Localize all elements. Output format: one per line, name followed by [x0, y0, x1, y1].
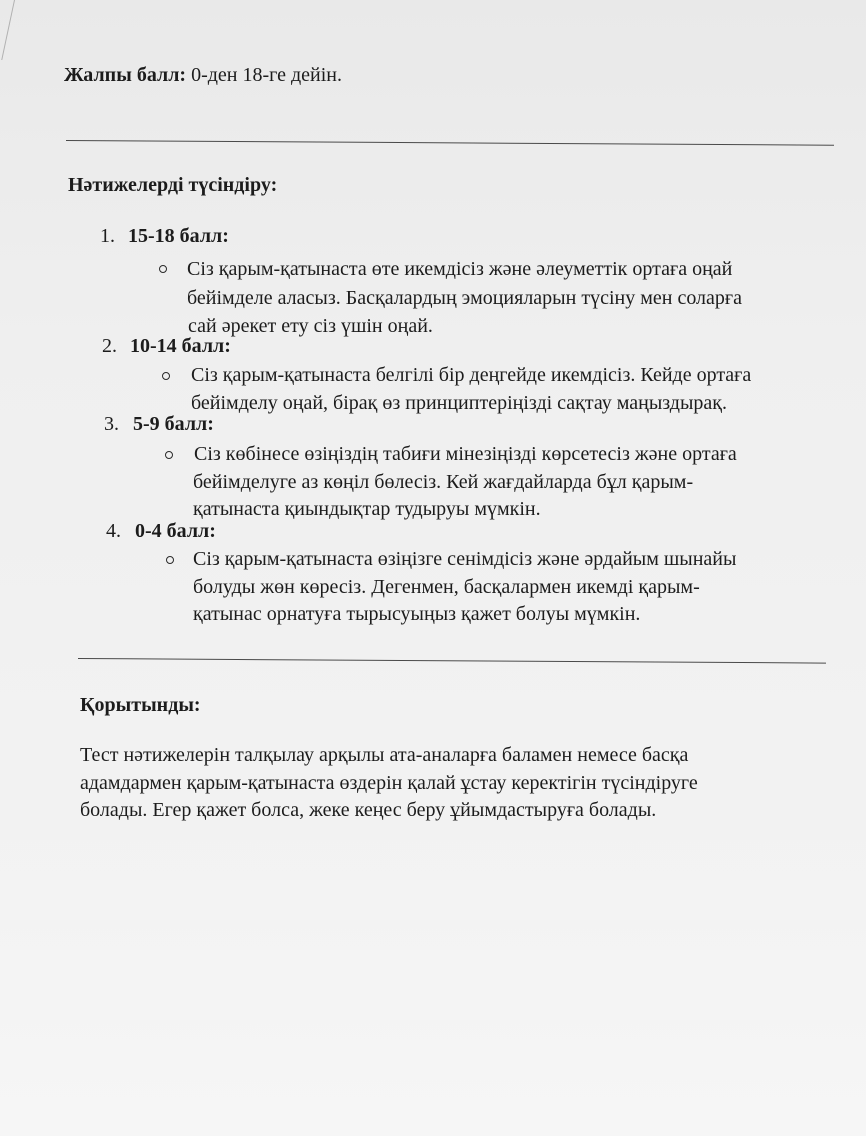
item-range: 0-4 балл: — [135, 520, 216, 542]
divider-bottom — [78, 658, 826, 664]
item-text-line: қатынаста қиындықтар тудыруы мүмкін. — [193, 498, 541, 520]
bullet-icon — [159, 265, 167, 273]
page-fold-mark — [0, 0, 15, 60]
item-text-line: бейімделуге аз көңіл бөлесіз. Кей жағдайларда бұл қарым- — [193, 471, 694, 493]
conclusion-text-line: Тест нәтижелерін талқылау арқылы ата-аналарға баламен немесе басқа — [80, 744, 689, 766]
item-text-line: бейімделу оңай, бірақ өз принциптеріңізді сақтау маңыздырақ. — [191, 392, 728, 414]
item-range: 15-18 балл: — [128, 225, 229, 247]
item-text-line: қатынас орнатуға тырысуыңыз қажет болуы мүмкін. — [193, 603, 641, 625]
bullet-icon — [166, 556, 174, 564]
item-text-line: сай әрекет ету сіз үшін оңай. — [188, 315, 433, 337]
conclusion-heading: Қорытынды: — [80, 694, 201, 716]
item-range: 5-9 балл: — [133, 413, 214, 435]
total-score-line — [64, 62, 342, 88]
conclusion-text-line: болады. Егер қажет болса, жеке кеңес беру ұйымдастыруға болады. — [80, 799, 657, 821]
item-text-line: болуды жөн көресіз. Дегенмен, басқалармен икемді қарым- — [193, 576, 700, 598]
item-range: 10-14 балл: — [130, 335, 231, 357]
bullet-icon — [162, 372, 170, 380]
item-number: 1. — [100, 225, 115, 247]
item-text-line: Сіз қарым-қатынаста өзіңізге сенімдісіз және әрдайым шынайы — [193, 548, 737, 570]
item-text-line: Сіз қарым-қатынаста өте икемдісіз және әлеуметтік ортаға оңай — [187, 258, 733, 280]
item-text-line: бейімделе аласыз. Басқалардың эмоцияларын түсіну мен соларға — [187, 287, 742, 309]
divider-top — [66, 140, 834, 146]
total-score-value: 0-ден 18-ге дейін. — [186, 64, 343, 86]
item-number: 4. — [106, 520, 121, 542]
item-text-line: Сіз көбінесе өзіңіздің табиғи мінезіңізді көрсетесіз және ортаға — [194, 443, 737, 465]
item-text-line: Сіз қарым-қатынаста белгілі бір деңгейде икемдісіз. Кейде ортаға — [191, 364, 752, 386]
bullet-icon — [165, 451, 173, 459]
interpretation-heading: Нәтижелерді түсіндіру: — [68, 174, 278, 196]
total-score-label: Жалпы балл: — [64, 64, 187, 86]
item-number: 3. — [104, 413, 119, 435]
conclusion-text-line: адамдармен қарым-қатынаста өздерін қалай ұстау керектігін түсіндіруге — [80, 772, 698, 794]
item-number: 2. — [102, 335, 117, 357]
